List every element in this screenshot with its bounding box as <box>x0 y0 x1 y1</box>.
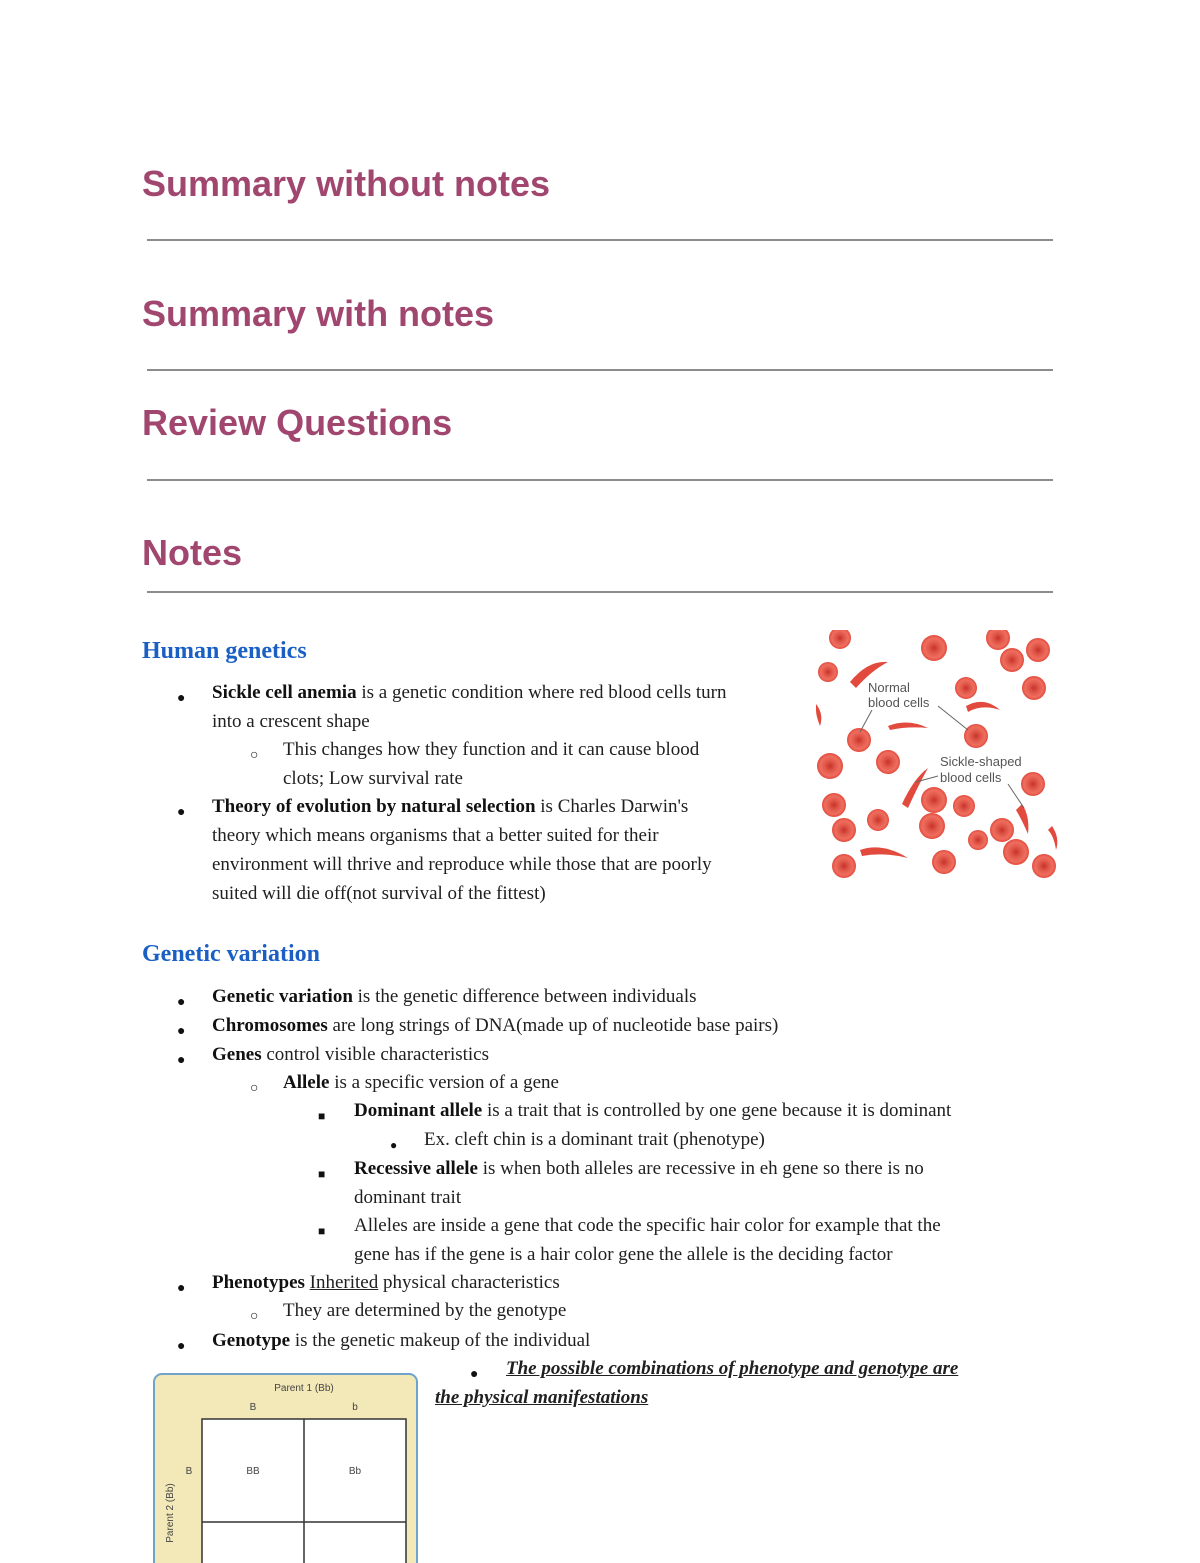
underlined-text: Inherited <box>309 1272 379 1293</box>
list-item-text: is the genetic makeup of the individual <box>290 1330 591 1351</box>
square-bullet-icon: ■ <box>318 1109 326 1123</box>
list-item <box>212 1011 778 1040</box>
term-phenotypes: Phenotypes <box>212 1272 305 1293</box>
punnett-square-figure <box>153 1373 418 1563</box>
list-item-text: Ex. cleft chin is a dominant trait (phenotype) <box>424 1129 765 1150</box>
list-item-text: gene has if the gene is a hair color gene the allele is the deciding factor <box>354 1244 893 1265</box>
heading-summary-with-notes: Summary with notes <box>142 293 495 334</box>
square-bullet-icon: ■ <box>318 1167 326 1181</box>
divider <box>147 479 1053 481</box>
divider <box>147 591 1053 593</box>
bullet-icon: ● <box>177 1281 186 1296</box>
bullet-icon: ● <box>177 1339 186 1354</box>
list-item-text: suited will die off(not survival of the fittest) <box>212 883 546 904</box>
figure-label-sickle: Sickle-shaped <box>940 754 1022 769</box>
figure-label-sickle-line2: blood cells <box>940 770 1002 785</box>
figure-label-normal-line2: blood cells <box>868 695 930 710</box>
term-dominant-allele: Dominant allele <box>354 1100 483 1121</box>
punnett-cell: Bb <box>348 1466 362 1477</box>
term-recessive-allele: Recessive allele <box>354 1158 478 1179</box>
list-item <box>212 792 688 821</box>
list-item <box>212 982 697 1011</box>
bullet-icon: ● <box>177 995 186 1010</box>
term-genotype: Genotype <box>212 1330 291 1351</box>
punnett-cell: BB <box>246 1466 260 1477</box>
list-item-text: This changes how they function and it can cause blood <box>283 739 700 760</box>
list-item-text: is a trait that is controlled by one gene because it is dominant <box>482 1100 952 1121</box>
list-item-text: are long strings of DNA(made up of nucleotide base pairs) <box>327 1015 779 1036</box>
bullet-icon: ● <box>177 691 186 706</box>
square-bullet-icon: ■ <box>318 1224 326 1238</box>
heading-summary-without-notes: Summary without notes <box>142 163 551 204</box>
list-item <box>354 1154 924 1183</box>
list-item-text: is a genetic condition where red blood cells turn <box>356 682 727 703</box>
figure-label-normal: Normal <box>868 680 910 695</box>
term-genes: Genes <box>212 1044 262 1065</box>
punnett-parent2-label: Parent 2 (Bb) <box>165 1483 176 1543</box>
blood-cells-figure <box>816 630 1060 880</box>
list-item-text: dominant trait <box>354 1187 462 1208</box>
term-genetic-variation: Genetic variation <box>212 986 353 1007</box>
list-item-text: theory which means organisms that a better suited for their <box>212 825 659 846</box>
list-item <box>354 1096 951 1125</box>
term-chromosomes: Chromosomes <box>212 1015 328 1036</box>
punnett-parent1-label: Parent 1 (Bb) <box>274 1383 334 1394</box>
list-item-text: is a specific version of a gene <box>329 1072 559 1093</box>
list-item-text: is Charles Darwin's <box>535 796 689 817</box>
list-item-text: control visible characteristics <box>261 1044 489 1065</box>
section-title-genetic-variation: Genetic variation <box>142 941 320 967</box>
punnett-row-label: B <box>185 1466 193 1477</box>
list-item <box>212 1326 590 1355</box>
term-sickle-cell-anemia: Sickle cell anemia <box>212 682 357 703</box>
punnett-col-label: B <box>249 1402 257 1413</box>
bullet-icon: ● <box>177 805 186 820</box>
list-item-text: is when both alleles are recessive in eh gene so there is no <box>477 1158 924 1179</box>
list-item-text: Alleles are inside a gene that code the specific hair color for example that the <box>354 1215 941 1236</box>
bullet-icon: ● <box>390 1138 398 1152</box>
section-title-human-genetics: Human genetics <box>142 638 307 664</box>
list-item <box>212 1268 560 1297</box>
heading-notes: Notes <box>142 532 243 573</box>
hollow-bullet-icon: ○ <box>250 1081 259 1096</box>
list-item-text: clots; Low survival rate <box>283 768 463 789</box>
punnett-col-label: b <box>352 1402 358 1413</box>
hollow-bullet-icon: ○ <box>250 748 259 763</box>
divider <box>147 369 1053 371</box>
term-allele: Allele <box>283 1072 330 1093</box>
hollow-bullet-icon: ○ <box>250 1309 259 1324</box>
list-item <box>212 678 726 707</box>
bullet-icon: ● <box>177 1053 186 1068</box>
list-item-text: is the genetic difference between individuals <box>352 986 697 1007</box>
list-item-text: environment will thrive and reproduce while those that are poorly <box>212 854 712 875</box>
divider <box>147 239 1053 241</box>
list-item-text: into a crescent shape <box>212 711 370 732</box>
list-item <box>283 1068 559 1097</box>
bullet-icon: ● <box>177 1024 186 1039</box>
emphasis-text: the physical manifestations <box>435 1387 649 1408</box>
term-natural-selection: Theory of evolution by natural selection <box>212 796 536 817</box>
bullet-icon: ● <box>470 1367 479 1382</box>
list-item-text: physical characteristics <box>378 1272 560 1293</box>
heading-review-questions: Review Questions <box>142 402 453 443</box>
emphasis-text: The possible combinations of phenotype and genotype are <box>506 1358 959 1379</box>
list-item-text: They are determined by the genotype <box>283 1300 567 1321</box>
list-item <box>212 1040 489 1069</box>
